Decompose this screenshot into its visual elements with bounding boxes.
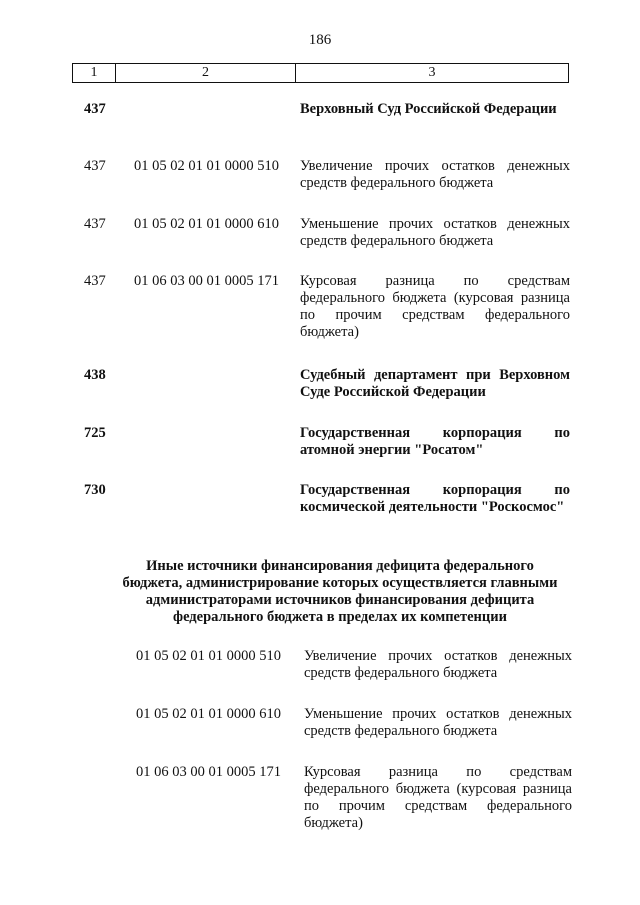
- row-name: Курсовая разница по средствам федерального бюджета (курсовая разница по прочим средствам федерального бюджета): [300, 273, 570, 340]
- row-name: Увеличение прочих остатков денежных средств федерального бюджета: [300, 158, 570, 191]
- row-name: Уменьшение прочих остатков денежных средств федерального бюджета: [304, 706, 572, 739]
- kbk-code: 01 05 02 01 01 0000 510: [134, 158, 279, 174]
- row-name: Увеличение прочих остатков денежных средств федерального бюджета: [304, 648, 572, 681]
- row-name: Курсовая разница по средствам федерального бюджета (курсовая разница по прочим средствам федерального бюджета): [304, 764, 572, 831]
- kbk-code: 01 06 03 00 01 0005 171: [136, 764, 281, 780]
- column-header-1: 1: [73, 64, 116, 82]
- admin-code: 725: [84, 425, 106, 441]
- kbk-code: 01 05 02 01 01 0000 610: [136, 706, 281, 722]
- row-name: Государственная корпорация по атомной энергии "Росатом": [300, 425, 570, 458]
- row-name: Верховный Суд Российской Федерации: [300, 101, 557, 117]
- admin-code: 730: [84, 482, 106, 498]
- admin-code: 438: [84, 367, 106, 383]
- table-column-header: [72, 63, 569, 83]
- section-title: Иные источники финансирования дефицита федерального бюджета, администрирование которых осуществляется главными администраторами источников финансирования дефицита федерального бюджета в пределах их компетенции: [122, 558, 558, 625]
- column-header-2: 2: [116, 64, 296, 82]
- kbk-code: 01 06 03 00 01 0005 171: [134, 273, 279, 289]
- row-name: Государственная корпорация по космической деятельности "Роскосмос": [300, 482, 570, 515]
- admin-code: 437: [84, 273, 106, 289]
- admin-code: 437: [84, 158, 106, 174]
- admin-code: 437: [84, 101, 106, 117]
- admin-code: 437: [84, 216, 106, 232]
- row-name: Уменьшение прочих остатков денежных средств федерального бюджета: [300, 216, 570, 249]
- kbk-code: 01 05 02 01 01 0000 610: [134, 216, 279, 232]
- column-header-3: 3: [428, 65, 436, 80]
- kbk-code: 01 05 02 01 01 0000 510: [136, 648, 281, 664]
- page-number: 186: [308, 32, 332, 48]
- row-name: Судебный департамент при Верховном Суде Российской Федерации: [300, 367, 570, 400]
